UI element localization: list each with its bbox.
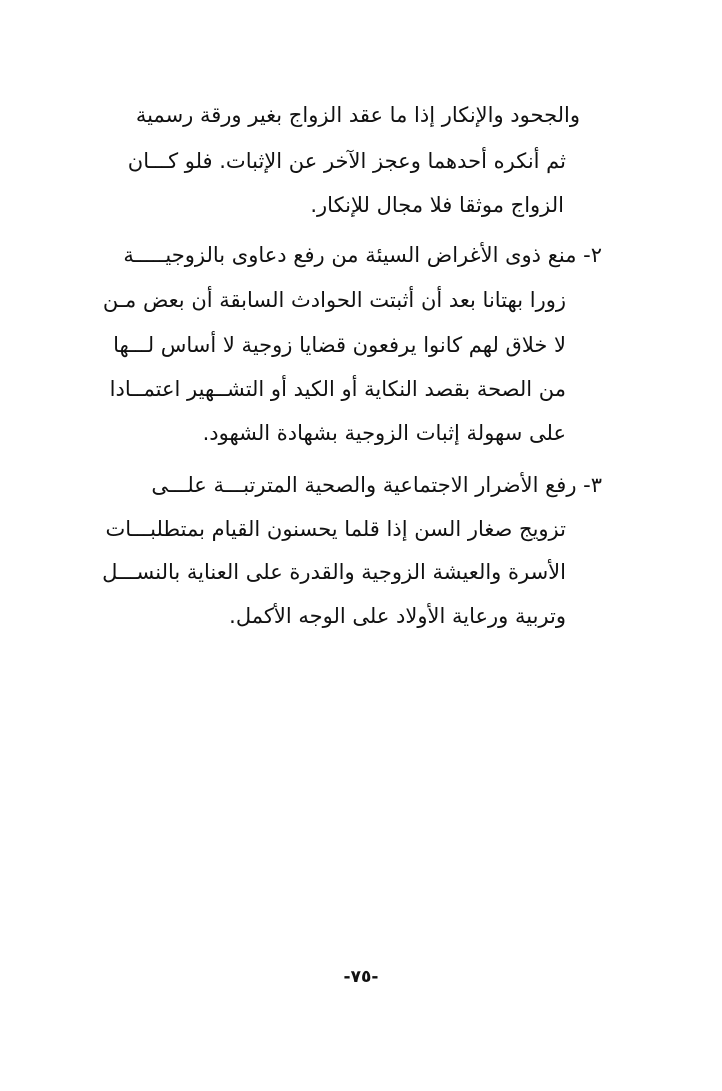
list-item-3-line: ٣- رفع الأضرار الاجتماعية والصحية المترتبـــة علـــى (151, 473, 602, 497)
list-item-2-line: على سهولة إثبات الزوجية بشهادة الشهود. (202, 421, 566, 445)
list-item-3-line: تزويج صغار السن إذا قلما يحسنون القيام بمتطلبـــات (105, 517, 566, 541)
page-number: -٧٥- (343, 967, 379, 987)
body-text-line: ثم أنكره أحدهما وعجز الآخر عن الإثبات. فلو كـــان (127, 149, 566, 173)
list-item-2-line: لا خلاق لهم كانوا يرفعون قضايا زوجية لا أساس لـــها (113, 333, 566, 357)
body-text-line: والجحود والإنكار إذا ما عقد الزواج بغير ورقة رسمية (135, 103, 580, 127)
list-item-2-line: زورا بهتانا بعد أن أثبتت الحوادث السابقة أن بعض مـن (102, 288, 566, 312)
list-item-3-line: الأسرة والعيشة الزوجية والقدرة على العناية بالنســـل (102, 560, 566, 584)
list-item-2-line: من الصحة بقصد النكاية أو الكيد أو التشــهير اعتمــادا (109, 377, 566, 401)
body-text-line: الزواج موثقا فلا مجال للإنكار. (310, 193, 564, 217)
list-item-3-line: وتربية ورعاية الأولاد على الوجه الأكمل. (229, 604, 566, 628)
list-item-2-line: ٢- منع ذوى الأغراض السيئة من رفع دعاوى بالزوجيـــــة (123, 243, 602, 267)
